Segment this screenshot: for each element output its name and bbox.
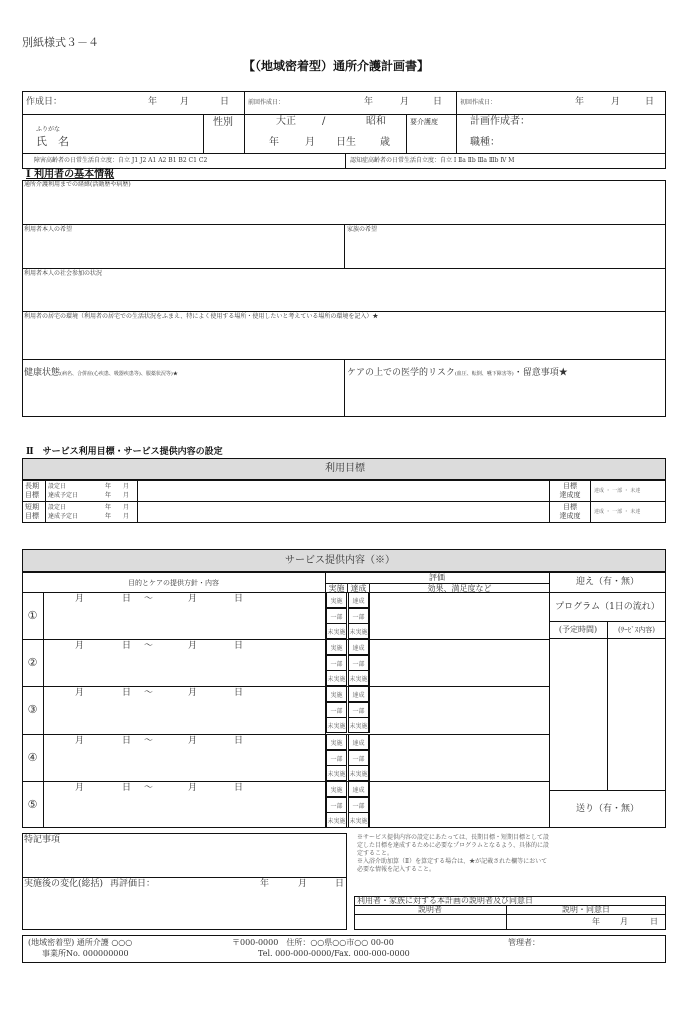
change-summary-label: 実施後の変化(総括) [24,879,104,889]
health-label-main: 健康状態 [24,368,61,378]
care-content-field[interactable] [46,700,323,731]
long-term-goal-field[interactable] [139,482,547,500]
row-number: ③ [27,703,38,716]
tilde: ～ [144,688,154,698]
planner-label: 計画作成者： [470,116,530,127]
end-day: 日 [234,736,244,746]
sex-label: 性別 [213,117,233,128]
service-content-header: (ｻｰﾋﾞｽ内容) [618,625,655,634]
effect-field[interactable] [372,736,547,779]
purpose-header: 目的とケアの提供方針・内容 [128,578,219,587]
note2-line1: ※入浴介助加算（Ⅱ）を算定する場合は、★が記載された欄等において [357,858,548,865]
short-set-year: 年 [105,504,112,511]
consent-date-label: 説明・同意日 [562,905,610,914]
reeval-year: 年 [260,879,270,889]
impl-option[interactable]: 一部 [326,608,347,624]
change-summary-field[interactable] [24,892,344,928]
office-tel-fax: Tel. 000-000-0000/Fax. 000-000-0000 [258,949,410,958]
health-field[interactable] [24,373,342,415]
impl-option[interactable]: 実施 [326,592,347,608]
era-showa[interactable]: 昭和 [366,116,386,127]
home-env-field[interactable] [24,322,664,358]
achv-option[interactable]: 未実施 [348,717,369,733]
care-content-field[interactable] [46,795,323,826]
era-taisho[interactable]: 大正 [276,116,296,127]
achv-option[interactable]: 未実施 [348,623,369,639]
start-month: 月 [75,783,85,793]
section1-title: Ⅰ 利用者の基本情報 [26,169,115,180]
end-month: 月 [188,641,198,651]
short-due-month: 月 [123,513,130,520]
section2-title: Ⅱ サービス利用目標・サービス提供内容の設定 [26,447,223,457]
start-day: 日 [122,783,132,793]
created-year: 年 [148,97,158,107]
sched-time-header: (予定時間) [558,625,598,634]
achv-option[interactable]: 達成 [348,734,369,750]
created-date-label: 作成日： [26,97,63,107]
first-day: 日 [645,97,655,107]
prev-date-label: 前回作成日： [248,99,285,106]
office-name: (地域密着型) 通所介護 ○○○ [28,938,133,947]
long-achv-label-2: 達成度 [559,491,581,499]
service-content-field[interactable] [609,640,665,788]
created-month: 月 [180,97,190,107]
age-label: 歳 [380,137,390,148]
long-due-label: 達成予定日 [48,492,79,499]
impl-option[interactable]: 未実施 [326,812,347,828]
achv-header: 達成 [350,583,367,593]
note1-line3: 定すること。 [357,850,394,857]
user-wish-field[interactable] [24,235,342,266]
short-term-goal-field[interactable] [139,503,547,521]
achv-option[interactable]: 達成 [348,639,369,655]
prev-month: 月 [400,97,410,107]
home-env-label: 利用者の居宅の環境（利用者の居宅での生活状況をふまえ、特によく使用する場所・使用したいと考えている場所の環境を記入）★ [24,313,379,320]
eval-header: 評価 [429,573,445,582]
health-label-sub: (病名、合併症(心疾患、吸器疾患等)、服薬状況等)★ [60,371,178,377]
effect-field[interactable] [372,641,547,684]
achv-option[interactable]: 達成 [348,686,369,702]
start-day: 日 [122,641,132,651]
impl-option[interactable]: 一部 [326,655,347,671]
risk-field[interactable] [347,373,664,415]
effect-field[interactable] [372,783,547,826]
start-day: 日 [122,688,132,698]
impl-option[interactable]: 実施 [326,686,347,702]
impl-option[interactable]: 実施 [326,734,347,750]
care-content-field[interactable] [46,606,323,637]
start-day: 日 [122,594,132,604]
manager-label: 管理者： [508,938,540,947]
page-title: 【（地域密着型）通所介護計画書】 [243,59,430,73]
end-day: 日 [234,641,244,651]
dementia-independence-scale: 認知症高齢者の日常生活自立度：自立 Ⅰ Ⅱa Ⅱb Ⅲa Ⅲb Ⅳ M [350,157,515,164]
long-due-month: 月 [123,492,130,499]
row-number: ⑤ [27,798,38,811]
impl-option[interactable]: 未実施 [326,765,347,781]
office-address: 〒000-0000 住所：○○県○○市○○ 00-00 [232,938,394,947]
achv-option[interactable]: 達成 [348,781,369,797]
consent-month: 月 [620,917,628,926]
long-set-month: 月 [123,483,130,490]
achv-option[interactable]: 一部 [348,702,369,718]
long-due-year: 年 [105,492,112,499]
short-achv-options[interactable]: 達成 ・ 一部 ・ 未達 [594,509,641,515]
special-notes-label: 特記事項 [24,835,61,845]
name-label: 氏 名 [36,135,69,148]
row-number: ① [27,609,38,622]
achv-option[interactable]: 一部 [348,797,369,813]
history-field[interactable] [24,190,664,223]
birth-day: 日生 [336,137,356,148]
first-year: 年 [575,97,585,107]
start-month: 月 [75,641,85,651]
era-separator: / [322,116,326,127]
office-number: 事業所No. 000000000 [42,949,129,958]
goals-header: 利用目標 [325,463,365,474]
row-number: ④ [27,751,38,764]
short-achv-label-1: 目標 [563,503,577,511]
short-achv-label-2: 達成度 [559,512,581,520]
impl-option[interactable]: 実施 [326,781,347,797]
end-month: 月 [188,594,198,604]
occupation-label: 職種： [470,137,500,148]
history-label: 通所介護利用までの経緯(活動歴や病歴) [24,181,131,188]
short-set-month: 月 [123,504,130,511]
reeval-label: 再評価日： [110,879,156,889]
impl-option[interactable]: 一部 [326,702,347,718]
reeval-day: 日 [335,879,345,889]
achv-option[interactable]: 一部 [348,655,369,671]
sched-time-field[interactable] [550,640,606,788]
first-month: 月 [611,97,621,107]
effect-field[interactable] [372,594,547,637]
care-content-field[interactable] [46,748,323,779]
created-day: 日 [220,97,230,107]
achv-option[interactable]: 未実施 [348,765,369,781]
program-header: プログラム（1日の流れ） [555,601,660,612]
impl-header: 実施 [328,583,345,593]
name-field[interactable] [60,126,200,150]
first-date-label: 初回作成日： [460,99,497,106]
achv-option[interactable]: 未実施 [348,670,369,686]
social-field[interactable] [24,279,664,309]
start-month: 月 [75,594,85,604]
birth-month: 月 [305,137,315,148]
short-term-label-2: 目標 [25,512,39,520]
tilde: ～ [144,783,154,793]
start-day: 日 [122,736,132,746]
special-notes-field[interactable] [24,848,344,875]
end-day: 日 [234,594,244,604]
achv-option[interactable]: 一部 [348,750,369,766]
impl-option[interactable]: 未実施 [326,717,347,733]
tilde: ～ [144,594,154,604]
short-term-label-1: 短期 [25,503,39,511]
row-number: ② [27,656,38,669]
impl-option[interactable]: 一部 [326,750,347,766]
service-header: サービス提供内容（※） [285,555,395,566]
long-term-label-1: 長期 [25,482,39,490]
furigana-label: ふりがな [36,126,61,133]
reeval-month: 月 [298,879,308,889]
explainer-label: 説明者 [418,905,442,914]
start-month: 月 [75,688,85,698]
end-month: 月 [188,688,198,698]
care-level-label: 要介護度 [410,118,438,126]
prev-day: 日 [433,97,443,107]
tilde: ～ [144,736,154,746]
end-month: 月 [188,736,198,746]
birth-year: 年 [269,137,279,148]
short-due-year: 年 [105,513,112,520]
start-month: 月 [75,736,85,746]
effect-header: 効果、満足度など [427,583,492,593]
care-content-field[interactable] [46,653,323,684]
long-achv-label-1: 目標 [563,482,577,490]
pickup-toggle[interactable]: 迎え（有・無） [575,577,639,587]
long-set-year: 年 [105,483,112,490]
note2-line2: 必要な情報を記入すること。 [357,866,436,873]
consent-header: 利用者・家族に対する本計画の説明者及び同意日 [357,896,533,905]
tilde: ～ [144,641,154,651]
social-label: 利用者本人の社会参加の状況 [24,270,103,277]
family-wish-field[interactable] [347,235,664,266]
impl-option[interactable]: 一部 [326,797,347,813]
achv-option[interactable]: 達成 [348,592,369,608]
impl-option[interactable]: 未実施 [326,670,347,686]
risk-label-tail: ・留意事項★ [513,368,568,378]
long-achv-options[interactable]: 達成 ・ 一部 ・ 未達 [594,488,641,494]
long-term-label-2: 目標 [25,491,39,499]
end-day: 日 [234,688,244,698]
impl-option[interactable]: 未実施 [326,623,347,639]
consent-year: 年 [592,917,600,926]
short-set-label: 設定日 [48,504,67,511]
consent-day: 日 [650,917,658,926]
risk-label-sub: (血圧、転倒、嚥下障害等) [454,371,514,377]
end-day: 日 [234,783,244,793]
disabled-independence-scale: 障害高齢者の日常生活自立度：自立 J1 J2 A1 A2 B1 B2 C1 C2 [34,157,208,164]
prev-year: 年 [364,97,374,107]
end-month: 月 [188,783,198,793]
note1-line2: 定した目標を達成するために必要なプログラムとなるよう、具体的に設 [357,842,549,849]
achv-option[interactable]: 一部 [348,608,369,624]
effect-field[interactable] [372,688,547,731]
user-wish-label: 利用者本人の希望 [24,226,73,233]
long-set-label: 設定日 [48,483,67,490]
impl-option[interactable]: 実施 [326,639,347,655]
explainer-field[interactable] [356,916,504,929]
family-wish-label: 家族の希望 [347,226,378,233]
short-due-label: 達成予定日 [48,513,79,520]
dropoff-toggle[interactable]: 送り（有・無） [575,803,639,814]
risk-label-main: ケアの上での医学的リスク [347,368,455,378]
note1-line1: ※サービス提供内容の設定にあたっては、長期目標・短期目標として設 [357,834,550,841]
achv-option[interactable]: 未実施 [348,812,369,828]
form-code: 別紙様式３－４ [22,36,99,49]
